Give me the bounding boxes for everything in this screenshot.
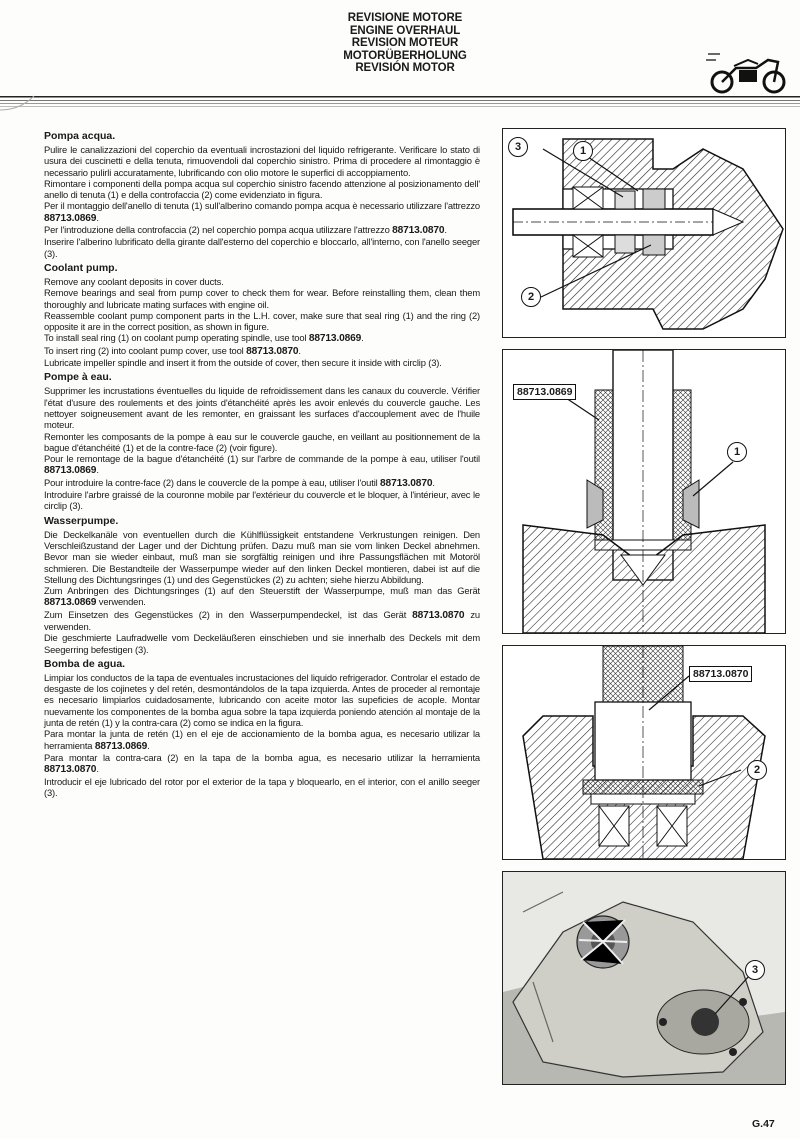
paragraph-text: zu verwenden. bbox=[44, 608, 480, 632]
section-paragraph bbox=[44, 609, 480, 633]
section-paragraph bbox=[44, 728, 480, 752]
paragraph-text: Introduire l'arbre graissé de la couronne mobile par l'extérieur du couvercle et le bloquer, à l'intérieur, avec le circlip (3). bbox=[44, 489, 480, 512]
header-title-en: ENGINE OVERHAUL bbox=[349, 24, 461, 37]
section-title: Bomba de agua. bbox=[44, 657, 126, 670]
section-title: Wasserpumpe. bbox=[44, 514, 119, 527]
paragraph-text: Remonter les composants de la pompe à eau sur le couvercle gauche, en veillant au positionnement de la bague d'étanchéité (1) et de la contre-face (2) (voir figure). bbox=[44, 430, 480, 453]
section-title: Coolant pump. bbox=[44, 261, 118, 274]
paragraph-text: Limpiar los conductos de la tapa de eventuales incrustaciones del liquido refrigerador. Controlar el estado de desgaste de los cojinetes y del retén, desmontándolos de la tapa izquierda. Antes de proceder al remontaje es necesario limpiarlos cuidadosamente, lubricando con aceite motor las supeficies de acople. Montar nuevamente los componentes de la bomba agua sobre la tapa izquierda poniendo atención al montaje de la junta de retén (1) y la contra-cara (2) como se indica en la figura. bbox=[44, 671, 480, 729]
tool-code: 88713.0870 bbox=[246, 345, 299, 357]
paragraph-text: Lubricate impeller spindle and insert it from the outside of cover, then secure it inside with circlip (3). bbox=[44, 357, 442, 369]
paragraph-text: Pour le remontage de la bague d'étanchéité (1) sur l'arbre de commande de la pompe à eau, utiliser l'outil bbox=[44, 453, 480, 465]
callout-2: 2 bbox=[521, 287, 541, 307]
paragraph-text: Para montar la junta de retén (1) en el eje de accionamiento de la bomba agua, es necesario utilizar la herramienta bbox=[44, 728, 480, 751]
header-title-fr: REVISION MOTEUR bbox=[351, 37, 459, 50]
paragraph-text: Remove bearings and seal from pump cover to check them for wear. Before reinstalling them, clean them thoroughly and lubricate mating surfaces with engine oil. bbox=[44, 287, 480, 310]
section-paragraph bbox=[44, 776, 480, 799]
callout-3: 3 bbox=[508, 137, 528, 157]
paragraph-text: Pour introduire la contre-face (2) dans le couvercle de la pompe à eau, utiliser l'outil bbox=[44, 476, 381, 488]
paragraph-text: To install seal ring (1) on coolant pump operating spindle, use tool bbox=[44, 332, 309, 344]
paragraph-text: To insert ring (2) into coolant pump cover, use tool bbox=[44, 344, 247, 356]
callout-3: 3 bbox=[745, 960, 765, 980]
section-paragraph bbox=[44, 529, 480, 585]
text-column bbox=[44, 130, 480, 801]
section-paragraph bbox=[44, 431, 480, 454]
paragraph-text: . bbox=[361, 332, 364, 344]
paragraph-text: Reassemble coolant pump component parts in the L.H. cover, make sure that seal ring (1) and the ring (2) opposite it are in the correct position, as shown in figure. bbox=[44, 309, 480, 333]
paragraph-text: . bbox=[96, 211, 99, 223]
tool-label-88713-0870: 88713.0870 bbox=[689, 666, 752, 682]
section-paragraph bbox=[44, 632, 480, 655]
header-titles bbox=[310, 12, 500, 75]
paragraph-text: . bbox=[96, 464, 99, 476]
paragraph-text: Supprimer les incrustations éventuelles du liquide de refroidissement dans les canaux du couvercle. Vérifier l'état d'usure des roulements et des joints d'étanchéité après les avoir enlevés du couvercle gauche. Les nettoyer soigneusement avant de les remonter, en graissant les surfaces d'accouplement avec de l'huile moteur. bbox=[44, 385, 480, 431]
paragraph-text: . bbox=[298, 344, 301, 356]
tool-code: 88713.0870 bbox=[380, 477, 433, 489]
section-paragraph bbox=[44, 276, 480, 287]
paragraph-text: . bbox=[432, 476, 435, 488]
page-number: G.47 bbox=[752, 1118, 775, 1130]
tool-code: 88713.0869 bbox=[44, 465, 97, 477]
page-header bbox=[0, 8, 800, 92]
section bbox=[44, 515, 480, 655]
section bbox=[44, 371, 480, 511]
section-paragraph bbox=[44, 357, 480, 368]
callout-1: 1 bbox=[727, 442, 747, 462]
paragraph-text: . bbox=[147, 739, 150, 751]
section-paragraph bbox=[44, 489, 480, 512]
paragraph-text: Inserire l'alberino lubrificato della girante dall'esterno del coperchio e bloccarlo, all'interno, con l'anello seeger (3). bbox=[44, 236, 480, 259]
section-title: Pompe à eau. bbox=[44, 371, 112, 384]
header-title-de: MOTORÜBERHOLUNG bbox=[343, 49, 467, 62]
paragraph-text: verwenden. bbox=[96, 596, 146, 608]
section bbox=[44, 130, 480, 259]
figure-pump-cross-section bbox=[502, 128, 786, 338]
impeller-photo-drawing bbox=[503, 872, 785, 1084]
figure-seal-ring-tool bbox=[502, 349, 786, 634]
section-paragraph bbox=[44, 178, 480, 201]
tool-code: 88713.0870 bbox=[44, 764, 97, 776]
tool-label-88713-0869: 88713.0869 bbox=[513, 384, 576, 400]
pump-cross-section-drawing bbox=[503, 129, 785, 337]
section bbox=[44, 262, 480, 368]
paragraph-text: Para montar la contra-cara (2) en la tapa de la bomba agua, es necesario utilizar la herramienta bbox=[44, 751, 480, 763]
section bbox=[44, 658, 480, 798]
motorcycle-icon bbox=[706, 48, 792, 96]
paragraph-text: Zum Anbringen des Dichtungsringes (1) auf den Steuerstift der Wasserpumpe, muß man das Gerät bbox=[44, 585, 480, 597]
header-title-es: REVISIÓN MOTOR bbox=[355, 62, 455, 75]
section-paragraph bbox=[44, 345, 480, 357]
tool-code: 88713.0869 bbox=[44, 597, 97, 609]
paragraph-text: Rimontare i componenti della pompa acqua sul coperchio sinistro facendo attenzione al posizionamento dell' anello di tenuta (1) e della controfaccia (2) come evidenziato in figura. bbox=[44, 177, 480, 201]
paragraph-text: Introducir el eje lubricado del rotor por el exterior de la tapa y bloquearlo, en el interior, con el anillo seeger (3). bbox=[44, 775, 480, 798]
figure-counter-ring-tool bbox=[502, 645, 786, 860]
section-paragraph bbox=[44, 200, 480, 224]
section-paragraph bbox=[44, 310, 480, 333]
figure-impeller-photo bbox=[502, 871, 786, 1085]
tool-code: 88713.0870 bbox=[412, 609, 465, 621]
paragraph-text: Per l'introduzione della controfaccia (2) nel coperchio pompa acqua utilizzare l'attrezzo bbox=[44, 224, 393, 236]
section-paragraph bbox=[44, 385, 480, 430]
section-paragraph bbox=[44, 672, 480, 728]
paragraph-text: Die geschmierte Laufradwelle vom Deckeläußeren einschieben und sie innerhalb des Deckels mit dem Seegerring befestigen (3). bbox=[44, 632, 480, 655]
header-title-it: REVISIONE MOTORE bbox=[347, 12, 463, 24]
section-paragraph bbox=[44, 224, 480, 236]
section-paragraph bbox=[44, 236, 480, 259]
tool-code: 88713.0869 bbox=[94, 740, 148, 752]
tool-code: 88713.0870 bbox=[392, 225, 445, 237]
section-paragraph bbox=[44, 332, 480, 344]
section-paragraph bbox=[44, 477, 480, 489]
section-paragraph bbox=[44, 453, 480, 477]
section-title: Pompa acqua. bbox=[44, 130, 116, 142]
tool-code: 88713.0869 bbox=[308, 333, 362, 345]
section-paragraph bbox=[44, 287, 480, 310]
paragraph-text: Zum Einsetzen des Gegenstückes (2) in den Wasserpumpendeckel, ist das Gerät bbox=[44, 608, 413, 620]
paragraph-text: Per il montaggio dell'anello di tenuta (1) sull'alberino comando pompa acqua è necessario utilizzare l'attrezzo bbox=[44, 200, 480, 212]
section-paragraph bbox=[44, 585, 480, 609]
tool-code: 88713.0869 bbox=[44, 212, 97, 224]
paragraph-text: . bbox=[96, 763, 99, 775]
paragraph-text: Remove any coolant deposits in cover ducts. bbox=[44, 275, 224, 287]
paragraph-text: Die Deckelkanäle von eventuellen durch die Kühlflüssigkeit entstandene Verkrustungen reinigen. Den Verschleißzustand der Lager und der Dichtung prüfen. Dazu muß man sie vom linken Deckel abnehmen. Bevor man sie wieder einbaut, muß man sie sorgfältig reinigen und ihre Passungsflächen mit Motoröl schmieren. Die Bestandteile der Wasserpumpe wieder auf den linken Deckel montieren, dabei ist auf die Stellung des Dichtungsringes (1) und des Gegenstückes (2) zu achten; siehe hierzu Abbildung. bbox=[44, 528, 480, 585]
callout-1: 1 bbox=[573, 141, 593, 161]
paragraph-text: Pulire le canalizzazioni del coperchio da eventuali incrostazioni del liquido refrigerante. Verificare lo stato di usura dei cuscinetti e della tenuta, rimuovendoli dal coperchio sinistro. Prima di procedere al rimontaggio è necessario pulirli accuratamente, lubrificando con olio motore le superfici di accoppiamento. bbox=[44, 144, 480, 178]
section-paragraph bbox=[44, 144, 480, 178]
section-paragraph bbox=[44, 752, 480, 776]
callout-2: 2 bbox=[747, 760, 767, 780]
paragraph-text: . bbox=[444, 224, 447, 236]
header-rule-band bbox=[0, 92, 800, 114]
